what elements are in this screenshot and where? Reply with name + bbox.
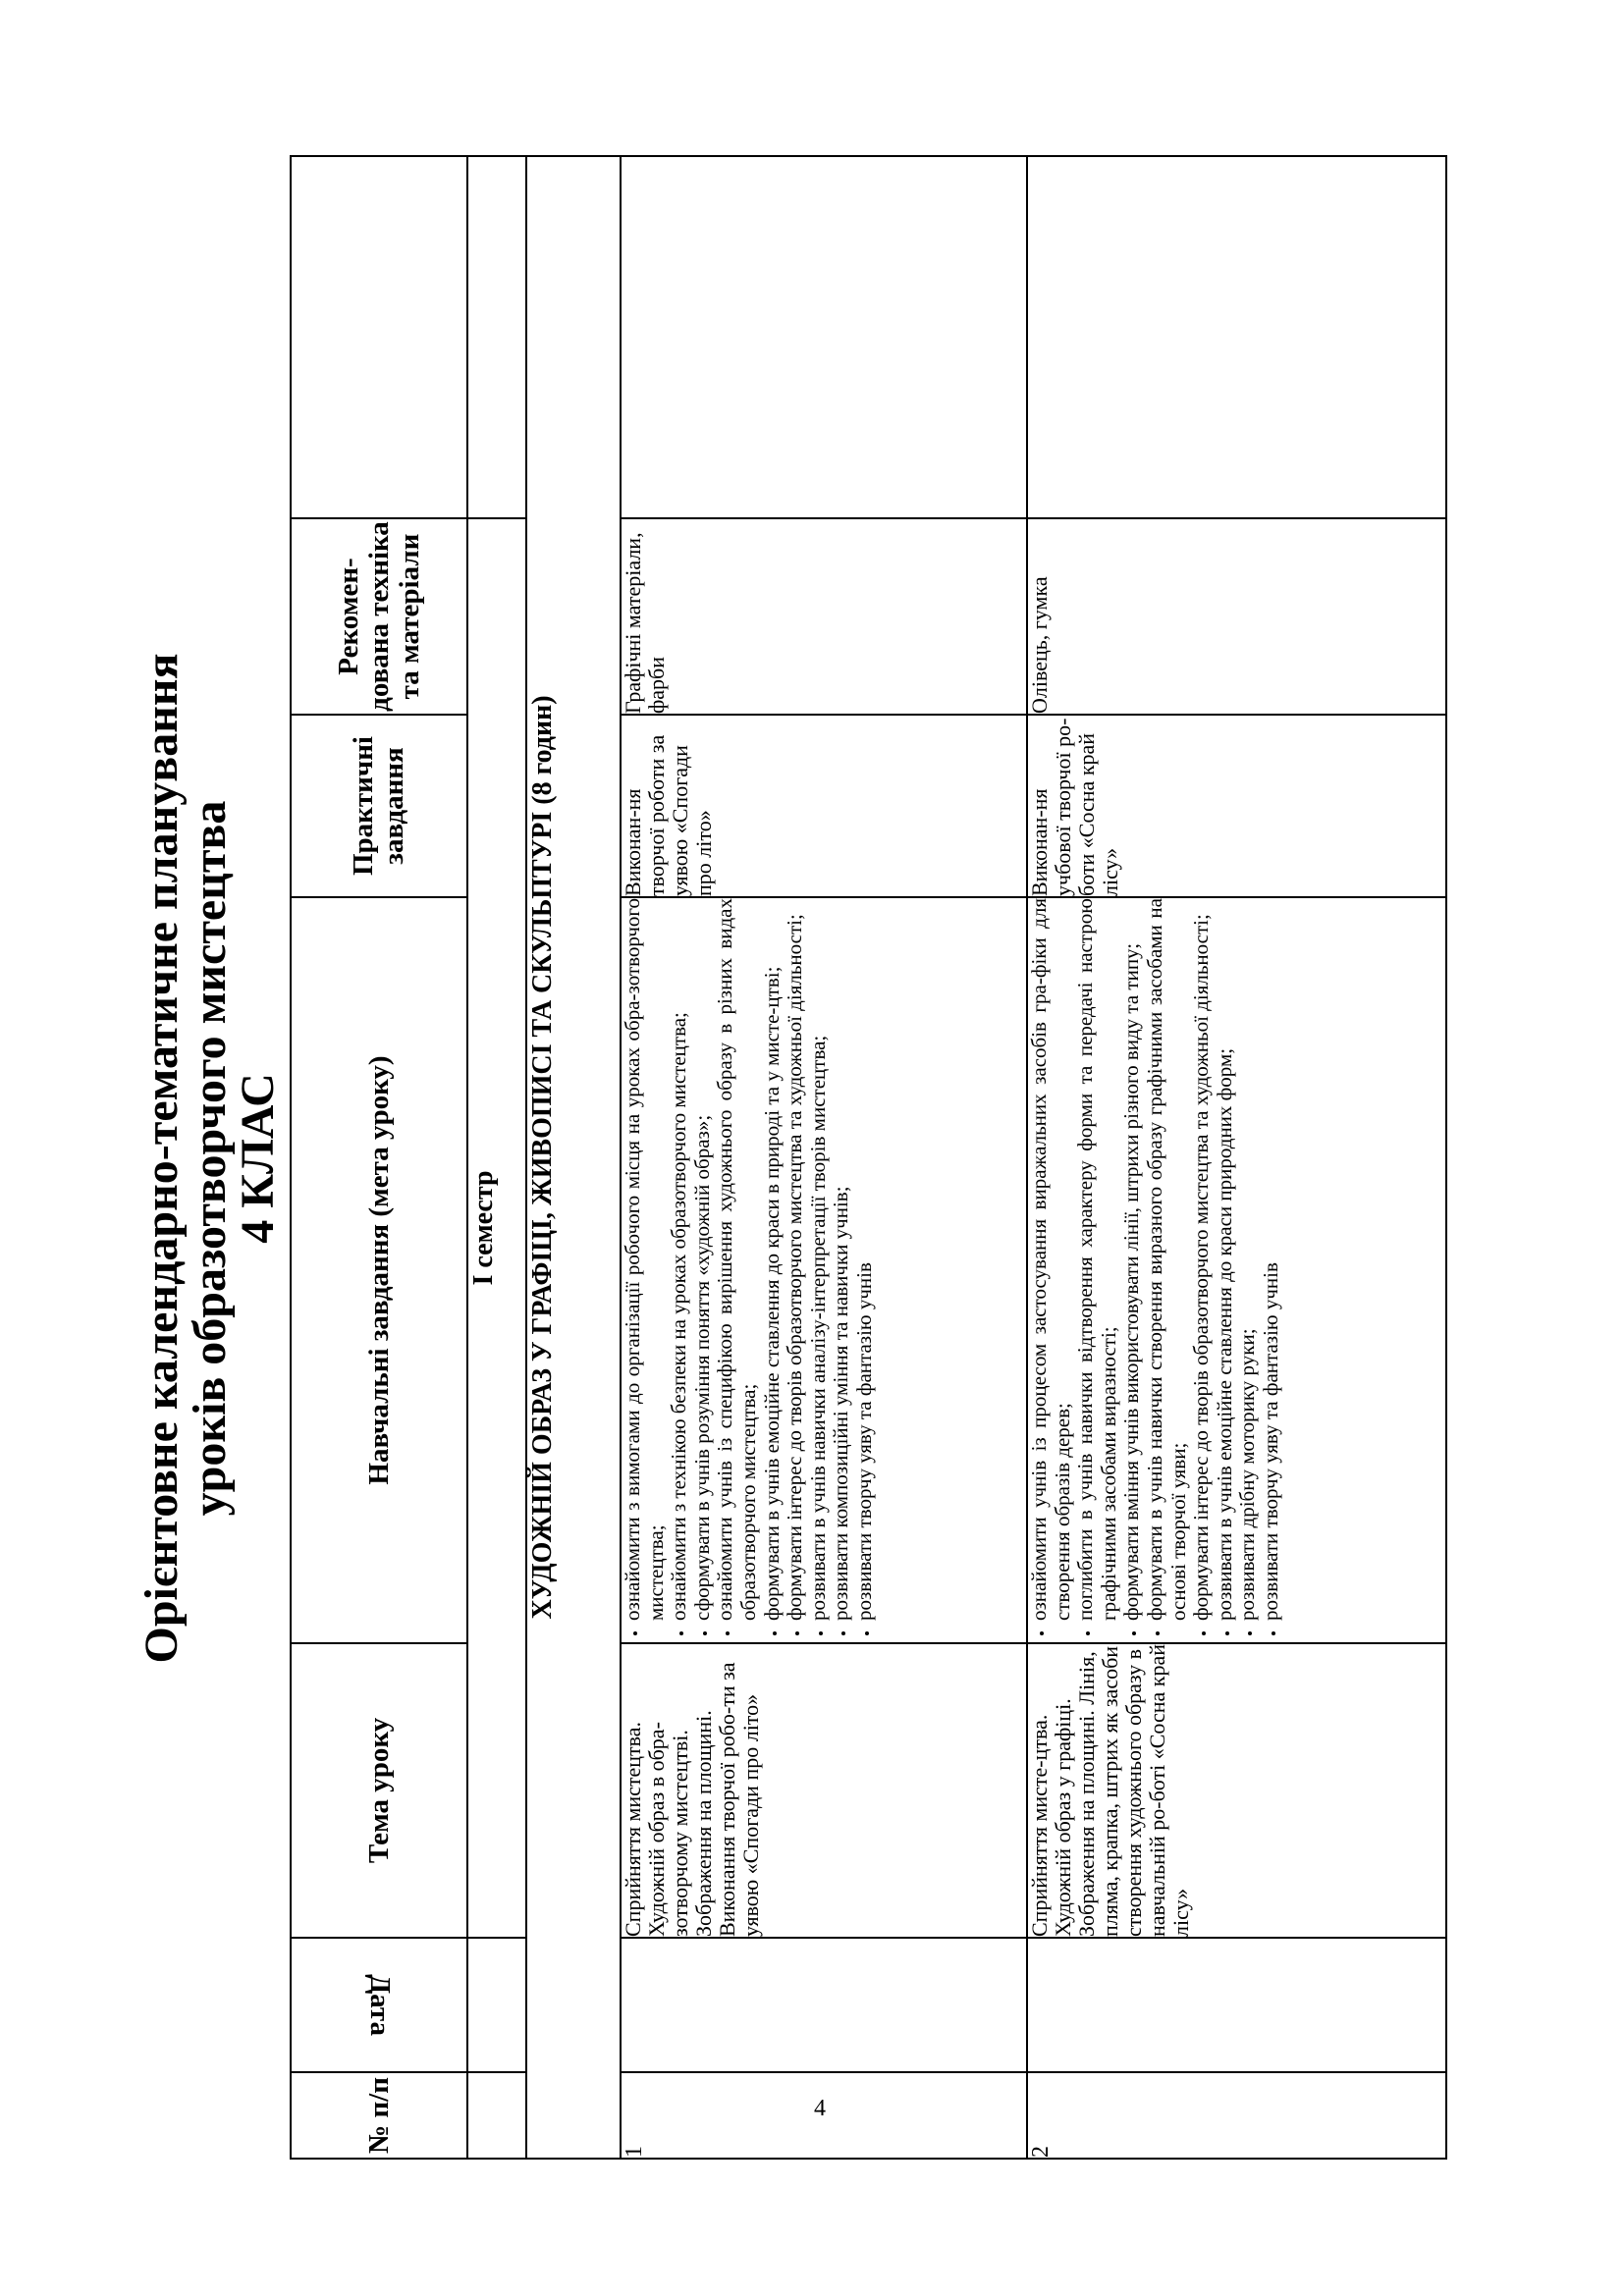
row-date <box>1027 1938 1446 2072</box>
tasks-list <box>1028 898 1283 1642</box>
list-item: • ознайомити учнів із процесом застосування виражальних засобів гра-фіки для створення образів дерев; <box>1028 898 1074 1621</box>
table-row <box>621 156 1027 2159</box>
section-title: ХУДОЖНІЙ ОБРАЗ У ГРАФІЦІ, ЖИВОПИСІ ТА СКУЛЬПТУРІ (8 годин) <box>526 156 621 2159</box>
title-line-1: Орієнтовне календарно-тематичне планування <box>135 653 188 1664</box>
rotated-page <box>137 157 1483 2160</box>
semester-extra-cell <box>467 156 526 518</box>
semester-text: І семестр <box>468 1170 499 1286</box>
row-tasks <box>621 897 1027 1643</box>
row-practical: Виконан-ня учбової творчої ро-боти «Сосна край лісу» <box>1027 715 1446 897</box>
list-item: • ознайомити учнів із специфікою вирішення художнього образу в різних видах образотворчого мистецтва; <box>714 898 760 1621</box>
header-topic: Тема уроку <box>291 1643 467 1938</box>
row-extra <box>621 156 1027 518</box>
title-line-2: уроків образотворчого мистецтва <box>184 800 236 1517</box>
list-item: • розвивати дрібну моторику руки; <box>1236 898 1260 1621</box>
row-practical: Виконан-ня творчої роботи за уявою «Спогади про літо» <box>621 715 1027 897</box>
list-item: • розвивати в учнів навички аналізу-інтерпретації творів мистецтва; <box>807 898 831 1621</box>
row-topic: Сприйняття мистецтва. Художній образ в обра-зотворчому мистецтві. Зображення на площині. Виконання творчої робо-ти за уявою «Спогади про літо» <box>621 1643 1027 1938</box>
list-item: • ознайомити з вимогами до організації робочого місця на уроках обра-зотворчого мистецтва; <box>622 898 668 1621</box>
list-item: • формувати вміння учнів використовувати лінії, штрихи різного виду та типу; <box>1120 898 1144 1621</box>
header-row <box>291 156 467 2159</box>
header-technique: Рекомен-дована техніка та матеріали <box>291 518 467 715</box>
header-date <box>291 1938 467 2072</box>
header-num: № п/п <box>291 2072 467 2159</box>
row-technique: Олівець, гумка <box>1027 518 1446 715</box>
semester-label <box>467 518 526 1938</box>
list-item: • формувати в учнів навички створення виразного образу графічними засобами на основі творчої уяви; <box>1144 898 1190 1621</box>
semester-num-cell <box>467 2072 526 2159</box>
list-item: • розвивати творчу уяву та фантазію учнів <box>1260 898 1283 1621</box>
list-item: • сформувати в учнів розуміння поняття «художній образ»; <box>691 898 715 1621</box>
section-row <box>526 156 621 2159</box>
header-date-label: Дата <box>363 1974 396 2036</box>
list-item: • формувати в учнів емоційне ставлення до краси в природі та у мисте-цтві; <box>761 898 785 1621</box>
plan-table <box>290 155 1447 2160</box>
row-extra <box>1027 156 1446 518</box>
list-item: • розвивати композиційні уміння та навички учнів; <box>830 898 853 1621</box>
document-title <box>137 157 282 2160</box>
row-topic: Сприйняття мисте-цтва. Художній образ у графіці. Зображення на площині. Лінія, пляма, крапка, штрих як засоби створення художнього образу в навчальній ро-боті «Сосна край лісу» <box>1027 1643 1446 1938</box>
list-item: • формувати інтерес до творів образотворчого мистецтва та художньої діяльності; <box>784 898 807 1621</box>
semester-date-cell <box>467 1938 526 2072</box>
header-extra <box>291 156 467 518</box>
list-item: • розвивати творчу уяву та фантазію учнів <box>853 898 877 1621</box>
title-line-3: 4 КЛАС <box>232 1073 284 1244</box>
tasks-list <box>622 898 877 1642</box>
header-practical: Практичні завдання <box>291 715 467 897</box>
row-number: 2 <box>1027 2072 1446 2159</box>
row-number: 1 <box>621 2072 1027 2159</box>
row-technique: Графічні матеріали, фарби <box>621 518 1027 715</box>
list-item: • поглибити в учнів навички відтворення характеру форми та передачі настрою графічними засобами виразності; <box>1074 898 1120 1621</box>
row-date <box>621 1938 1027 2072</box>
page-number: 4 <box>814 2096 826 2121</box>
table-row <box>1027 156 1446 2159</box>
semester-row <box>467 156 526 2159</box>
header-tasks: Навчальні завдання (мета уроку) <box>291 897 467 1643</box>
list-item: • ознайомити з технікою безпеки на уроках образотворчого мистецтва; <box>668 898 691 1621</box>
row-tasks <box>1027 897 1446 1643</box>
list-item: • розвивати в учнів емоційне ставлення до краси природних форм; <box>1214 898 1237 1621</box>
list-item: • формувати інтерес до творів образотворчого мистецтва та художньої діяльності; <box>1190 898 1214 1621</box>
